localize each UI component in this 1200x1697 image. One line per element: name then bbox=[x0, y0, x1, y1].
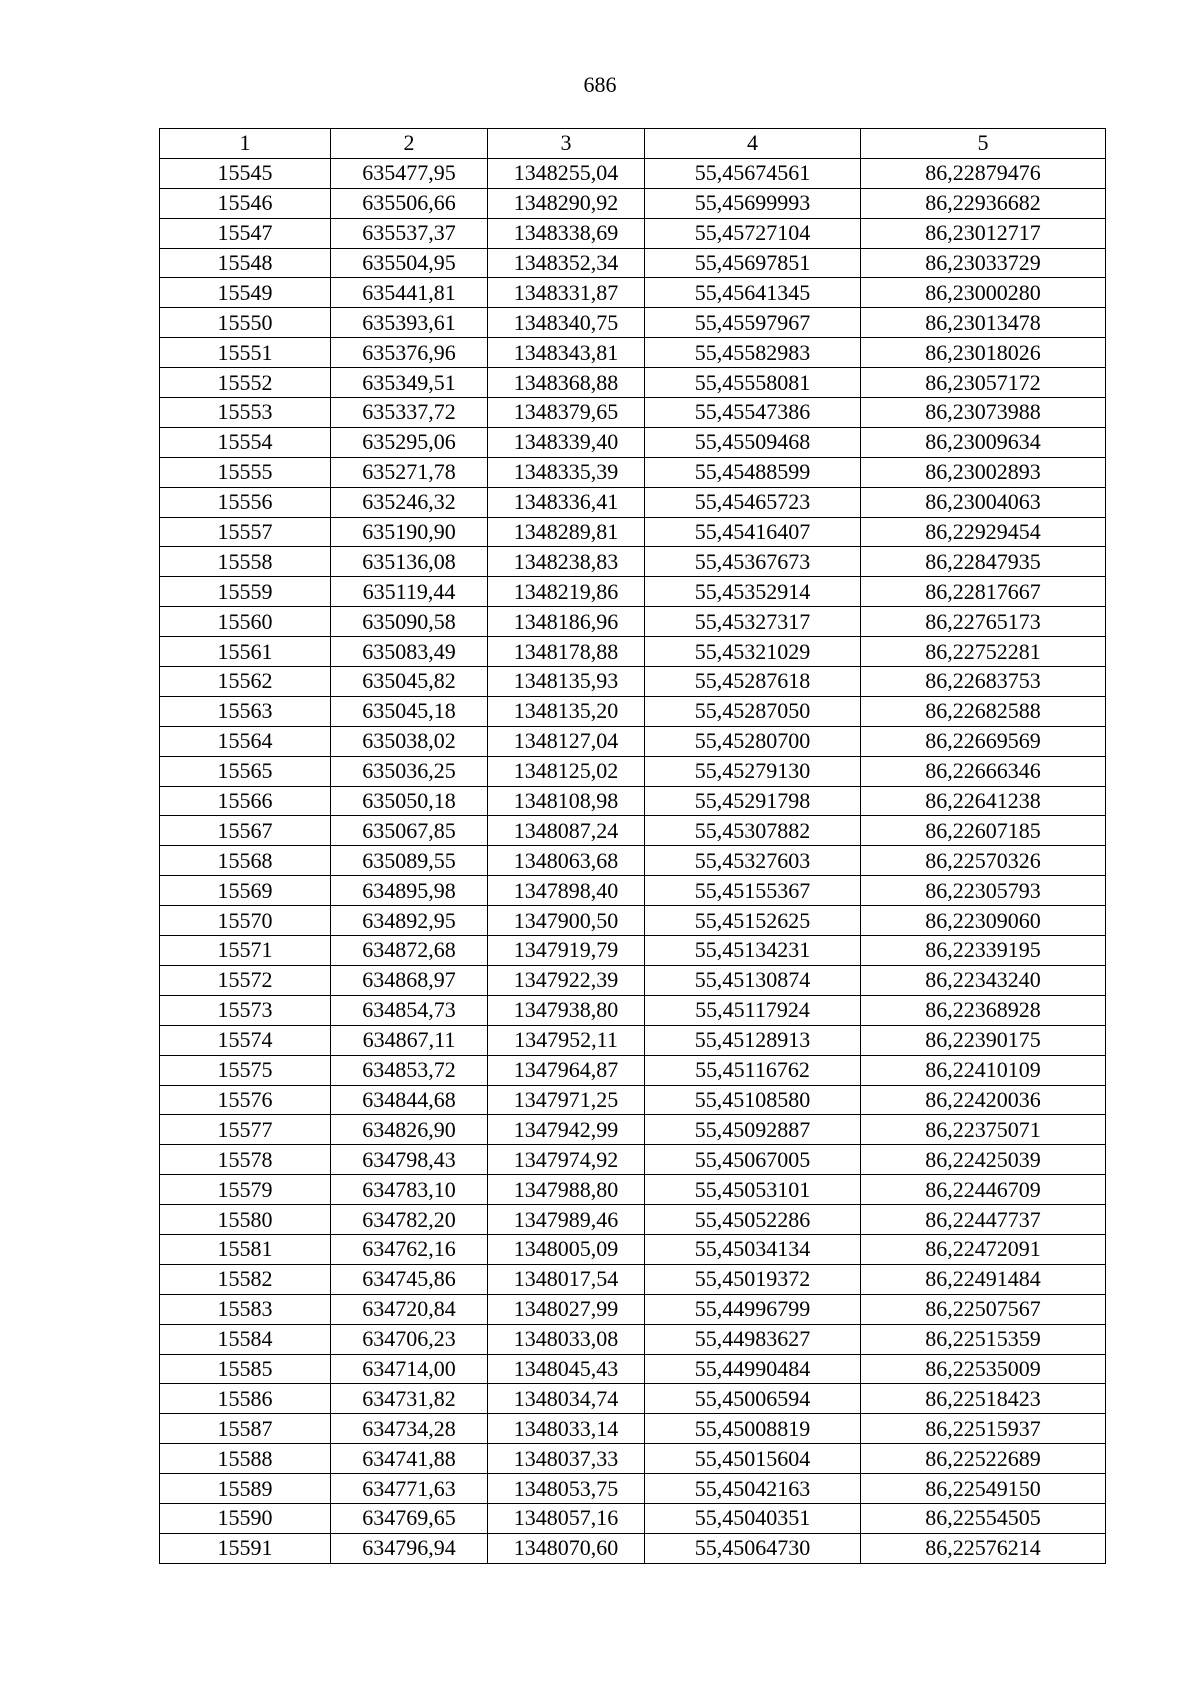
table-cell-col-3: 1347964,87 bbox=[488, 1055, 645, 1085]
table-cell-col-2: 635136,08 bbox=[331, 547, 488, 577]
table-cell-col-4: 55,45597967 bbox=[645, 308, 861, 338]
table-row bbox=[160, 906, 1106, 936]
table-cell-col-5: 86,22420036 bbox=[861, 1085, 1106, 1115]
table-cell-col-4: 55,45287618 bbox=[645, 667, 861, 697]
table-cell-col-5: 86,23002893 bbox=[861, 457, 1106, 487]
table-body bbox=[160, 158, 1106, 1563]
table-cell-col-5: 86,22343240 bbox=[861, 965, 1106, 995]
table-cell-col-5: 86,22472091 bbox=[861, 1234, 1106, 1264]
table-cell-col-3: 1348034,74 bbox=[488, 1384, 645, 1414]
table-cell-col-3: 1348335,39 bbox=[488, 457, 645, 487]
table-cell-col-5: 86,23013478 bbox=[861, 308, 1106, 338]
table-cell-col-4: 55,45287050 bbox=[645, 696, 861, 726]
table-cell-col-2: 634714,00 bbox=[331, 1354, 488, 1384]
table-cell-col-3: 1348352,34 bbox=[488, 248, 645, 278]
table-cell-col-3: 1348289,81 bbox=[488, 517, 645, 547]
table-row bbox=[160, 398, 1106, 428]
table-cell-col-1: 15568 bbox=[160, 846, 331, 876]
table-cell-col-4: 55,45152625 bbox=[645, 906, 861, 936]
table-cell-col-4: 55,45416407 bbox=[645, 517, 861, 547]
table-cell-col-2: 635190,90 bbox=[331, 517, 488, 547]
table-cell-col-5: 86,22535009 bbox=[861, 1354, 1106, 1384]
table-cell-col-2: 635045,18 bbox=[331, 696, 488, 726]
table-row bbox=[160, 188, 1106, 218]
table-cell-col-1: 15559 bbox=[160, 577, 331, 607]
table-row bbox=[160, 1145, 1106, 1175]
table-cell-col-3: 1347988,80 bbox=[488, 1175, 645, 1205]
table-cell-col-3: 1348339,40 bbox=[488, 427, 645, 457]
table-cell-col-3: 1348108,98 bbox=[488, 786, 645, 816]
table-cell-col-3: 1348087,24 bbox=[488, 816, 645, 846]
table-cell-col-4: 55,45697851 bbox=[645, 248, 861, 278]
table-cell-col-5: 86,22669569 bbox=[861, 726, 1106, 756]
table-cell-col-4: 55,45130874 bbox=[645, 965, 861, 995]
table-cell-col-1: 15572 bbox=[160, 965, 331, 995]
table-cell-col-1: 15582 bbox=[160, 1264, 331, 1294]
table-cell-col-2: 635119,44 bbox=[331, 577, 488, 607]
table-cell-col-3: 1348186,96 bbox=[488, 607, 645, 637]
table-cell-col-5: 86,22549150 bbox=[861, 1474, 1106, 1504]
table-cell-col-5: 86,22390175 bbox=[861, 1025, 1106, 1055]
table-row bbox=[160, 338, 1106, 368]
table-cell-col-1: 15565 bbox=[160, 756, 331, 786]
table-cell-col-1: 15576 bbox=[160, 1085, 331, 1115]
table-cell-col-1: 15581 bbox=[160, 1234, 331, 1264]
table-cell-col-3: 1348340,75 bbox=[488, 308, 645, 338]
table-cell-col-2: 634872,68 bbox=[331, 936, 488, 966]
table-cell-col-2: 634745,86 bbox=[331, 1264, 488, 1294]
table-cell-col-2: 634769,65 bbox=[331, 1503, 488, 1533]
table-cell-col-4: 55,45327317 bbox=[645, 607, 861, 637]
table-cell-col-3: 1348219,86 bbox=[488, 577, 645, 607]
table-cell-col-2: 635067,85 bbox=[331, 816, 488, 846]
table-row bbox=[160, 995, 1106, 1025]
table-row bbox=[160, 577, 1106, 607]
table-cell-col-1: 15588 bbox=[160, 1444, 331, 1474]
table-cell-col-5: 86,23018026 bbox=[861, 338, 1106, 368]
table-cell-col-5: 86,22607185 bbox=[861, 816, 1106, 846]
table-cell-col-1: 15554 bbox=[160, 427, 331, 457]
table-row bbox=[160, 427, 1106, 457]
table-cell-col-2: 635050,18 bbox=[331, 786, 488, 816]
table-cell-col-2: 634895,98 bbox=[331, 876, 488, 906]
table-cell-col-2: 634826,90 bbox=[331, 1115, 488, 1145]
table-cell-col-3: 1348238,83 bbox=[488, 547, 645, 577]
table-cell-col-4: 55,45321029 bbox=[645, 637, 861, 667]
table-row bbox=[160, 1115, 1106, 1145]
table-cell-col-2: 634798,43 bbox=[331, 1145, 488, 1175]
table-cell-col-5: 86,22817667 bbox=[861, 577, 1106, 607]
table-row bbox=[160, 667, 1106, 697]
table-cell-col-1: 15577 bbox=[160, 1115, 331, 1145]
table-row bbox=[160, 1085, 1106, 1115]
table-cell-col-3: 1348255,04 bbox=[488, 158, 645, 188]
table-cell-col-5: 86,22936682 bbox=[861, 188, 1106, 218]
table-cell-col-3: 1348037,33 bbox=[488, 1444, 645, 1474]
table-cell-col-2: 634868,97 bbox=[331, 965, 488, 995]
table-cell-col-5: 86,22570326 bbox=[861, 846, 1106, 876]
table-cell-col-5: 86,22491484 bbox=[861, 1264, 1106, 1294]
table-cell-col-3: 1348331,87 bbox=[488, 278, 645, 308]
table-cell-col-5: 86,22507567 bbox=[861, 1294, 1106, 1324]
header-cell-col-4: 4 bbox=[645, 129, 861, 159]
table-cell-col-3: 1348027,99 bbox=[488, 1294, 645, 1324]
table-cell-col-2: 634783,10 bbox=[331, 1175, 488, 1205]
table-cell-col-2: 635246,32 bbox=[331, 487, 488, 517]
table-row bbox=[160, 756, 1106, 786]
table-cell-col-5: 86,23000280 bbox=[861, 278, 1106, 308]
table-cell-col-5: 86,22305793 bbox=[861, 876, 1106, 906]
table-header bbox=[160, 129, 1106, 159]
table-row bbox=[160, 726, 1106, 756]
table-cell-col-4: 55,45064730 bbox=[645, 1533, 861, 1563]
table-cell-col-5: 86,22339195 bbox=[861, 936, 1106, 966]
table-row bbox=[160, 846, 1106, 876]
table-row bbox=[160, 876, 1106, 906]
table-cell-col-1: 15564 bbox=[160, 726, 331, 756]
table-cell-col-1: 15547 bbox=[160, 218, 331, 248]
table-cell-col-5: 86,23009634 bbox=[861, 427, 1106, 457]
table-cell-col-1: 15586 bbox=[160, 1384, 331, 1414]
table-row bbox=[160, 1175, 1106, 1205]
table-cell-col-1: 15546 bbox=[160, 188, 331, 218]
table-cell-col-3: 1348070,60 bbox=[488, 1533, 645, 1563]
table-cell-col-4: 55,45727104 bbox=[645, 218, 861, 248]
coordinates-table bbox=[159, 128, 1106, 1564]
table-cell-col-3: 1347938,80 bbox=[488, 995, 645, 1025]
table-cell-col-3: 1348017,54 bbox=[488, 1264, 645, 1294]
header-cell-col-1: 1 bbox=[160, 129, 331, 159]
table-cell-col-4: 55,45279130 bbox=[645, 756, 861, 786]
table-cell-col-3: 1348290,92 bbox=[488, 188, 645, 218]
table-cell-col-5: 86,23073988 bbox=[861, 398, 1106, 428]
table-cell-col-2: 635036,25 bbox=[331, 756, 488, 786]
table-cell-col-4: 55,45042163 bbox=[645, 1474, 861, 1504]
table-row bbox=[160, 368, 1106, 398]
table-cell-col-4: 55,45582983 bbox=[645, 338, 861, 368]
table-cell-col-3: 1348033,14 bbox=[488, 1414, 645, 1444]
table-cell-col-4: 55,45327603 bbox=[645, 846, 861, 876]
table-cell-col-1: 15587 bbox=[160, 1414, 331, 1444]
table-cell-col-2: 634741,88 bbox=[331, 1444, 488, 1474]
table-row bbox=[160, 1324, 1106, 1354]
table-cell-col-2: 635504,95 bbox=[331, 248, 488, 278]
table-cell-col-4: 55,45006594 bbox=[645, 1384, 861, 1414]
table-cell-col-4: 55,45352914 bbox=[645, 577, 861, 607]
table-row bbox=[160, 1444, 1106, 1474]
table-row bbox=[160, 1294, 1106, 1324]
table-cell-col-3: 1347922,39 bbox=[488, 965, 645, 995]
header-cell-col-3: 3 bbox=[488, 129, 645, 159]
header-row bbox=[160, 129, 1106, 159]
table-cell-col-3: 1348178,88 bbox=[488, 637, 645, 667]
table-row bbox=[160, 637, 1106, 667]
table-cell-col-3: 1348053,75 bbox=[488, 1474, 645, 1504]
table-cell-col-4: 55,45547386 bbox=[645, 398, 861, 428]
table-cell-col-5: 86,22682588 bbox=[861, 696, 1106, 726]
table-cell-col-5: 86,22309060 bbox=[861, 906, 1106, 936]
table-cell-col-5: 86,22847935 bbox=[861, 547, 1106, 577]
table-cell-col-4: 55,45641345 bbox=[645, 278, 861, 308]
table-cell-col-2: 635083,49 bbox=[331, 637, 488, 667]
table-row bbox=[160, 158, 1106, 188]
header-cell-col-5: 5 bbox=[861, 129, 1106, 159]
table-cell-col-1: 15560 bbox=[160, 607, 331, 637]
table-cell-col-4: 55,45040351 bbox=[645, 1503, 861, 1533]
table-cell-col-5: 86,22515359 bbox=[861, 1324, 1106, 1354]
table-cell-col-3: 1348127,04 bbox=[488, 726, 645, 756]
table-cell-col-1: 15552 bbox=[160, 368, 331, 398]
table-cell-col-4: 55,45117924 bbox=[645, 995, 861, 1025]
table-row bbox=[160, 1503, 1106, 1533]
table-cell-col-1: 15578 bbox=[160, 1145, 331, 1175]
table-cell-col-4: 55,45052286 bbox=[645, 1205, 861, 1235]
table-cell-col-5: 86,22879476 bbox=[861, 158, 1106, 188]
table-cell-col-3: 1348063,68 bbox=[488, 846, 645, 876]
table-cell-col-2: 635089,55 bbox=[331, 846, 488, 876]
table-cell-col-4: 55,45116762 bbox=[645, 1055, 861, 1085]
table-cell-col-3: 1347898,40 bbox=[488, 876, 645, 906]
table-cell-col-2: 634853,72 bbox=[331, 1055, 488, 1085]
table-cell-col-4: 55,45134231 bbox=[645, 936, 861, 966]
table-cell-col-5: 86,22929454 bbox=[861, 517, 1106, 547]
table-cell-col-4: 55,45280700 bbox=[645, 726, 861, 756]
table-cell-col-4: 55,45008819 bbox=[645, 1414, 861, 1444]
table-cell-col-5: 86,22518423 bbox=[861, 1384, 1106, 1414]
table-cell-col-1: 15548 bbox=[160, 248, 331, 278]
table-row bbox=[160, 1474, 1106, 1504]
table-cell-col-1: 15566 bbox=[160, 786, 331, 816]
table-cell-col-4: 55,45067005 bbox=[645, 1145, 861, 1175]
table-row bbox=[160, 1354, 1106, 1384]
table-cell-col-1: 15575 bbox=[160, 1055, 331, 1085]
table-cell-col-2: 635537,37 bbox=[331, 218, 488, 248]
table-row bbox=[160, 696, 1106, 726]
table-cell-col-2: 634854,73 bbox=[331, 995, 488, 1025]
table-cell-col-3: 1347942,99 bbox=[488, 1115, 645, 1145]
table-row bbox=[160, 248, 1106, 278]
table-cell-col-2: 635271,78 bbox=[331, 457, 488, 487]
table-cell-col-2: 634706,23 bbox=[331, 1324, 488, 1354]
table-cell-col-1: 15558 bbox=[160, 547, 331, 577]
table-row bbox=[160, 218, 1106, 248]
table-cell-col-2: 634762,16 bbox=[331, 1234, 488, 1264]
table-cell-col-1: 15556 bbox=[160, 487, 331, 517]
table-cell-col-1: 15557 bbox=[160, 517, 331, 547]
table-row bbox=[160, 1414, 1106, 1444]
table-cell-col-3: 1348057,16 bbox=[488, 1503, 645, 1533]
table-cell-col-2: 635393,61 bbox=[331, 308, 488, 338]
table-row bbox=[160, 1384, 1106, 1414]
table-cell-col-5: 86,23033729 bbox=[861, 248, 1106, 278]
table-cell-col-2: 634720,84 bbox=[331, 1294, 488, 1324]
table-row bbox=[160, 607, 1106, 637]
table-cell-col-3: 1348135,20 bbox=[488, 696, 645, 726]
table-cell-col-4: 55,45367673 bbox=[645, 547, 861, 577]
table-cell-col-3: 1348368,88 bbox=[488, 368, 645, 398]
table-cell-col-2: 634892,95 bbox=[331, 906, 488, 936]
table-cell-col-4: 55,45053101 bbox=[645, 1175, 861, 1205]
table-cell-col-5: 86,22447737 bbox=[861, 1205, 1106, 1235]
table-cell-col-2: 635376,96 bbox=[331, 338, 488, 368]
table-cell-col-2: 635477,95 bbox=[331, 158, 488, 188]
table-cell-col-5: 86,22410109 bbox=[861, 1055, 1106, 1085]
table-cell-col-3: 1347919,79 bbox=[488, 936, 645, 966]
table-cell-col-1: 15590 bbox=[160, 1503, 331, 1533]
table-cell-col-4: 55,45108580 bbox=[645, 1085, 861, 1115]
table-cell-col-4: 55,45015604 bbox=[645, 1444, 861, 1474]
table-cell-col-5: 86,22375071 bbox=[861, 1115, 1106, 1145]
table-cell-col-1: 15583 bbox=[160, 1294, 331, 1324]
table-cell-col-5: 86,22641238 bbox=[861, 786, 1106, 816]
table-cell-col-4: 55,45465723 bbox=[645, 487, 861, 517]
table-cell-col-4: 55,45019372 bbox=[645, 1264, 861, 1294]
table-cell-col-1: 15570 bbox=[160, 906, 331, 936]
table-cell-col-5: 86,23012717 bbox=[861, 218, 1106, 248]
table-cell-col-3: 1347952,11 bbox=[488, 1025, 645, 1055]
table-cell-col-4: 55,45307882 bbox=[645, 816, 861, 846]
table-cell-col-1: 15550 bbox=[160, 308, 331, 338]
table-cell-col-1: 15574 bbox=[160, 1025, 331, 1055]
table-cell-col-4: 55,45558081 bbox=[645, 368, 861, 398]
table-cell-col-3: 1348336,41 bbox=[488, 487, 645, 517]
table-cell-col-5: 86,22576214 bbox=[861, 1533, 1106, 1563]
table-cell-col-4: 55,45699993 bbox=[645, 188, 861, 218]
table-cell-col-2: 635295,06 bbox=[331, 427, 488, 457]
table-cell-col-5: 86,22554505 bbox=[861, 1503, 1106, 1533]
table-row bbox=[160, 965, 1106, 995]
table-cell-col-2: 634731,82 bbox=[331, 1384, 488, 1414]
table-cell-col-2: 634844,68 bbox=[331, 1085, 488, 1115]
table-row bbox=[160, 1025, 1106, 1055]
table-row bbox=[160, 1234, 1106, 1264]
table-cell-col-5: 86,22752281 bbox=[861, 637, 1106, 667]
table-cell-col-2: 635441,81 bbox=[331, 278, 488, 308]
table-cell-col-1: 15563 bbox=[160, 696, 331, 726]
table-row bbox=[160, 1264, 1106, 1294]
table-cell-col-1: 15591 bbox=[160, 1533, 331, 1563]
header-cell-col-2: 2 bbox=[331, 129, 488, 159]
table-cell-col-3: 1348045,43 bbox=[488, 1354, 645, 1384]
table-cell-col-1: 15569 bbox=[160, 876, 331, 906]
table-row bbox=[160, 547, 1106, 577]
page-number: 686 bbox=[583, 72, 617, 97]
table-cell-col-2: 635349,51 bbox=[331, 368, 488, 398]
table-cell-col-2: 634782,20 bbox=[331, 1205, 488, 1235]
table-cell-col-1: 15561 bbox=[160, 637, 331, 667]
table-cell-col-2: 635506,66 bbox=[331, 188, 488, 218]
table-cell-col-1: 15585 bbox=[160, 1354, 331, 1384]
table-cell-col-1: 15571 bbox=[160, 936, 331, 966]
table-cell-col-5: 86,22666346 bbox=[861, 756, 1106, 786]
table-cell-col-3: 1348135,93 bbox=[488, 667, 645, 697]
table-cell-col-4: 55,45092887 bbox=[645, 1115, 861, 1145]
table-cell-col-4: 55,45291798 bbox=[645, 786, 861, 816]
table-cell-col-5: 86,22522689 bbox=[861, 1444, 1106, 1474]
table-row bbox=[160, 1055, 1106, 1085]
table-cell-col-4: 55,44983627 bbox=[645, 1324, 861, 1354]
table-cell-col-5: 86,22368928 bbox=[861, 995, 1106, 1025]
table-cell-col-4: 55,44996799 bbox=[645, 1294, 861, 1324]
table-cell-col-3: 1348343,81 bbox=[488, 338, 645, 368]
table-row bbox=[160, 457, 1106, 487]
table-cell-col-5: 86,22425039 bbox=[861, 1145, 1106, 1175]
table-cell-col-1: 15579 bbox=[160, 1175, 331, 1205]
table-cell-col-4: 55,45128913 bbox=[645, 1025, 861, 1055]
table-cell-col-1: 15551 bbox=[160, 338, 331, 368]
table-cell-col-4: 55,44990484 bbox=[645, 1354, 861, 1384]
table-cell-col-1: 15553 bbox=[160, 398, 331, 428]
table-cell-col-1: 15555 bbox=[160, 457, 331, 487]
table-cell-col-5: 86,22683753 bbox=[861, 667, 1106, 697]
table-cell-col-2: 634796,94 bbox=[331, 1533, 488, 1563]
table-cell-col-3: 1347974,92 bbox=[488, 1145, 645, 1175]
table-cell-col-3: 1347989,46 bbox=[488, 1205, 645, 1235]
table-row bbox=[160, 517, 1106, 547]
table-cell-col-5: 86,23057172 bbox=[861, 368, 1106, 398]
table-cell-col-2: 635038,02 bbox=[331, 726, 488, 756]
table-cell-col-1: 15584 bbox=[160, 1324, 331, 1354]
table-row bbox=[160, 308, 1106, 338]
table-cell-col-5: 86,22765173 bbox=[861, 607, 1106, 637]
table-cell-col-3: 1348338,69 bbox=[488, 218, 645, 248]
table-cell-col-2: 635045,82 bbox=[331, 667, 488, 697]
table-cell-col-3: 1348379,65 bbox=[488, 398, 645, 428]
table-cell-col-4: 55,45488599 bbox=[645, 457, 861, 487]
table-row bbox=[160, 278, 1106, 308]
table-cell-col-5: 86,22446709 bbox=[861, 1175, 1106, 1205]
table-cell-col-1: 15562 bbox=[160, 667, 331, 697]
table-cell-col-4: 55,45034134 bbox=[645, 1234, 861, 1264]
table-row bbox=[160, 1533, 1106, 1563]
table-cell-col-1: 15545 bbox=[160, 158, 331, 188]
table-row bbox=[160, 816, 1106, 846]
table-cell-col-3: 1347971,25 bbox=[488, 1085, 645, 1115]
table-row bbox=[160, 1205, 1106, 1235]
table-cell-col-4: 55,45509468 bbox=[645, 427, 861, 457]
table-row bbox=[160, 487, 1106, 517]
table-cell-col-3: 1348125,02 bbox=[488, 756, 645, 786]
table-cell-col-4: 55,45155367 bbox=[645, 876, 861, 906]
table-cell-col-4: 55,45674561 bbox=[645, 158, 861, 188]
table-cell-col-3: 1348033,08 bbox=[488, 1324, 645, 1354]
table-cell-col-2: 634771,63 bbox=[331, 1474, 488, 1504]
table-row bbox=[160, 936, 1106, 966]
table-cell-col-3: 1348005,09 bbox=[488, 1234, 645, 1264]
table-row bbox=[160, 786, 1106, 816]
table-cell-col-5: 86,22515937 bbox=[861, 1414, 1106, 1444]
table-cell-col-5: 86,23004063 bbox=[861, 487, 1106, 517]
table-cell-col-1: 15573 bbox=[160, 995, 331, 1025]
table-cell-col-2: 634734,28 bbox=[331, 1414, 488, 1444]
table-cell-col-1: 15580 bbox=[160, 1205, 331, 1235]
table-cell-col-1: 15589 bbox=[160, 1474, 331, 1504]
table-cell-col-2: 634867,11 bbox=[331, 1025, 488, 1055]
table-cell-col-3: 1347900,50 bbox=[488, 906, 645, 936]
table-cell-col-2: 635090,58 bbox=[331, 607, 488, 637]
table-cell-col-1: 15567 bbox=[160, 816, 331, 846]
table-cell-col-2: 635337,72 bbox=[331, 398, 488, 428]
table-cell-col-1: 15549 bbox=[160, 278, 331, 308]
